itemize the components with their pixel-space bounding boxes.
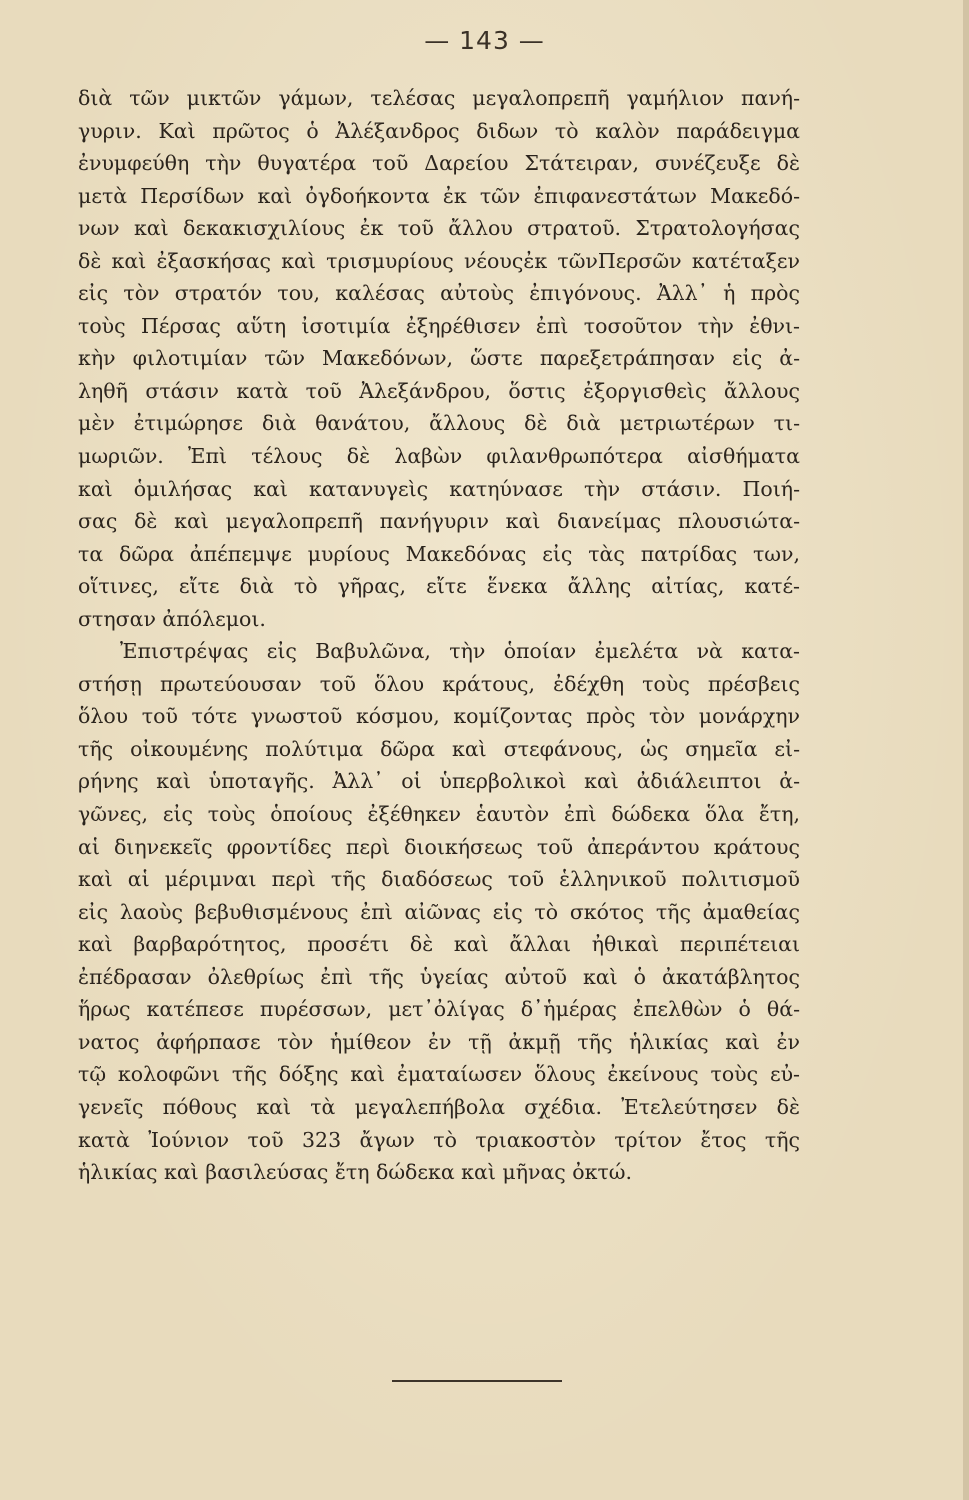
text-line: καὶ αἱ μέριμναι περὶ τῆς διαδόσεως τοῦ ἑλληνικοῦ πολιτισμοῦ [78, 867, 800, 892]
text-line: μωριῶν. Ἐπὶ τέλους δὲ λαβὼν φιλανθρωπότερα αἰσθήματα [78, 444, 800, 469]
text-line: μὲν ἐτιμώρησε διὰ θανάτου, ἄλλους δὲ διὰ μετριωτέρων τι- [78, 411, 800, 436]
text-line: τῷ κολοφῶνι τῆς δόξης καὶ ἐματαίωσεν ὅλους ἐκείνους τοὺς εὐ- [78, 1062, 800, 1087]
text-line: ρήνης καὶ ὑποταγῆς. Ἀλλ᾽ οἱ ὑπερβολικοὶ καὶ ἀδιάλειπτοι ἀ- [78, 769, 800, 794]
text-line: εἰς τὸν στρατόν του, καλέσας αὐτοὺς ἐπιγόνους. Ἀλλ᾽ ἡ πρὸς [78, 281, 800, 306]
end-divider [392, 1380, 562, 1382]
text-line: τα δῶρα ἀπέπεμψε μυρίους Μακεδόνας εἰς τὰς πατρίδας των, [78, 541, 800, 566]
text-line: ὅλου τοῦ τότε γνωστοῦ κόσμου, κομίζοντας πρὸς τὸν μονάρχην [78, 704, 800, 729]
text-line: δὲ καὶ ἐξασκήσας καὶ τρισμυρίους νέουςἐκ τῶνΠερσῶν κατέταξεν [78, 248, 800, 273]
text-line: καὶ βαρβαρότητος, προσέτι δὲ καὶ ἄλλαι ἠθικαὶ περιπέτειαι [78, 932, 800, 957]
page-number: — 143 — [424, 26, 545, 55]
text-line: στήσῃ πρωτεύουσαν τοῦ ὅλου κράτους, ἐδέχθη τοὺς πρέσβεις [78, 671, 800, 696]
text-line: καὶ ὁμιλήσας καὶ κατανυγεὶς κατηύνασε τὴν στάσιν. Ποιή- [78, 476, 800, 501]
text-line: τῆς οἰκουμένης πολύτιμα δῶρα καὶ στεφάνους, ὡς σημεῖα εἰ- [78, 736, 800, 761]
text-line: μετὰ Περσίδων καὶ ὀγδοήκοντα ἐκ τῶν ἐπιφανεστάτων Μακεδό- [78, 183, 800, 208]
text-line: ἐπέδρασαν ὀλεθρίως ἐπὶ τῆς ὑγείας αὐτοῦ καὶ ὁ ἀκατάβλητος [78, 964, 800, 989]
text-line: κατὰ Ἰούνιον τοῦ 323 ἄγων τὸ τριακοστὸν τρίτον ἔτος τῆς [78, 1127, 800, 1152]
text-line: γυριν. Καὶ πρῶτος ὁ Ἀλέξανδρος διδων τὸ καλὸν παράδειγμα [78, 118, 800, 143]
page-edge [963, 0, 969, 1500]
text-line: στησαν ἀπόλεμοι. [78, 606, 266, 631]
text-line: διὰ τῶν μικτῶν γάμων, τελέσας μεγαλοπρεπῆ γαμήλιον πανή- [78, 86, 800, 110]
text-line: οἵτινες, εἴτε διὰ τὸ γῆρας, εἴτε ἕνεκα ἄλλης αἰτίας, κατέ- [78, 574, 800, 599]
text-line: νατος ἀφήρπασε τὸν ἡμίθεον ἐν τῇ ἀκμῇ τῆς ἡλικίας καὶ ἐν [78, 1029, 800, 1054]
text-line: γῶνες, εἰς τοὺς ὁποίους ἐξέθηκεν ἑαυτὸν ἐπὶ δώδεκα ὅλα ἔτη, [78, 802, 800, 827]
text-line: ἐνυμφεύθη τὴν θυγατέρα τοῦ Δαρείου Στάτειραν, συνέζευξε δὲ [78, 151, 800, 176]
body-text [78, 82, 800, 1189]
text-line: νων καὶ δεκακισχιλίους ἐκ τοῦ ἄλλου στρατοῦ. Στρατολογήσας [78, 216, 800, 241]
text-line: κὴν φιλοτιμίαν τῶν Μακεδόνων, ὥστε παρεξετράπησαν εἰς ἀ- [78, 346, 800, 371]
text-line: ληθῆ στάσιν κατὰ τοῦ Ἀλεξάνδρου, ὅστις ἐξοργισθεὶς ἄλλους [78, 378, 800, 403]
text-line: ἥρως κατέπεσε πυρέσσων, μετ᾽ὀλίγας δ᾽ἡμέρας ἐπελθὼν ὁ θά- [78, 997, 800, 1022]
text-line: ἡλικίας καὶ βασιλεύσας ἔτη δώδεκα καὶ μῆνας ὀκτώ. [78, 1160, 633, 1185]
text-line: τοὺς Πέρσας αὕτη ἰσοτιμία ἐξηρέθισεν ἐπὶ τοσοῦτον τὴν ἐθνι- [78, 313, 800, 338]
text-line: σας δὲ καὶ μεγαλοπρεπῆ πανήγυριν καὶ διανείμας πλουσιώτα- [78, 509, 800, 534]
text-line: εἰς λαοὺς βεβυθισμένους ἐπὶ αἰῶνας εἰς τὸ σκότος τῆς ἀμαθείας [78, 899, 800, 924]
text-line: αἱ διηνεκεῖς φροντίδες περὶ διοικήσεως τοῦ ἀπεράντου κράτους [78, 834, 800, 859]
text-line: Ἐπιστρέψας εἰς Βαβυλῶνα, τὴν ὁποίαν ἐμελέτα νὰ κατα- [120, 639, 800, 664]
text-line: γενεῖς πόθους καὶ τὰ μεγαλεπήβολα σχέδια. Ἐτελεύτησεν δὲ [78, 1094, 800, 1119]
